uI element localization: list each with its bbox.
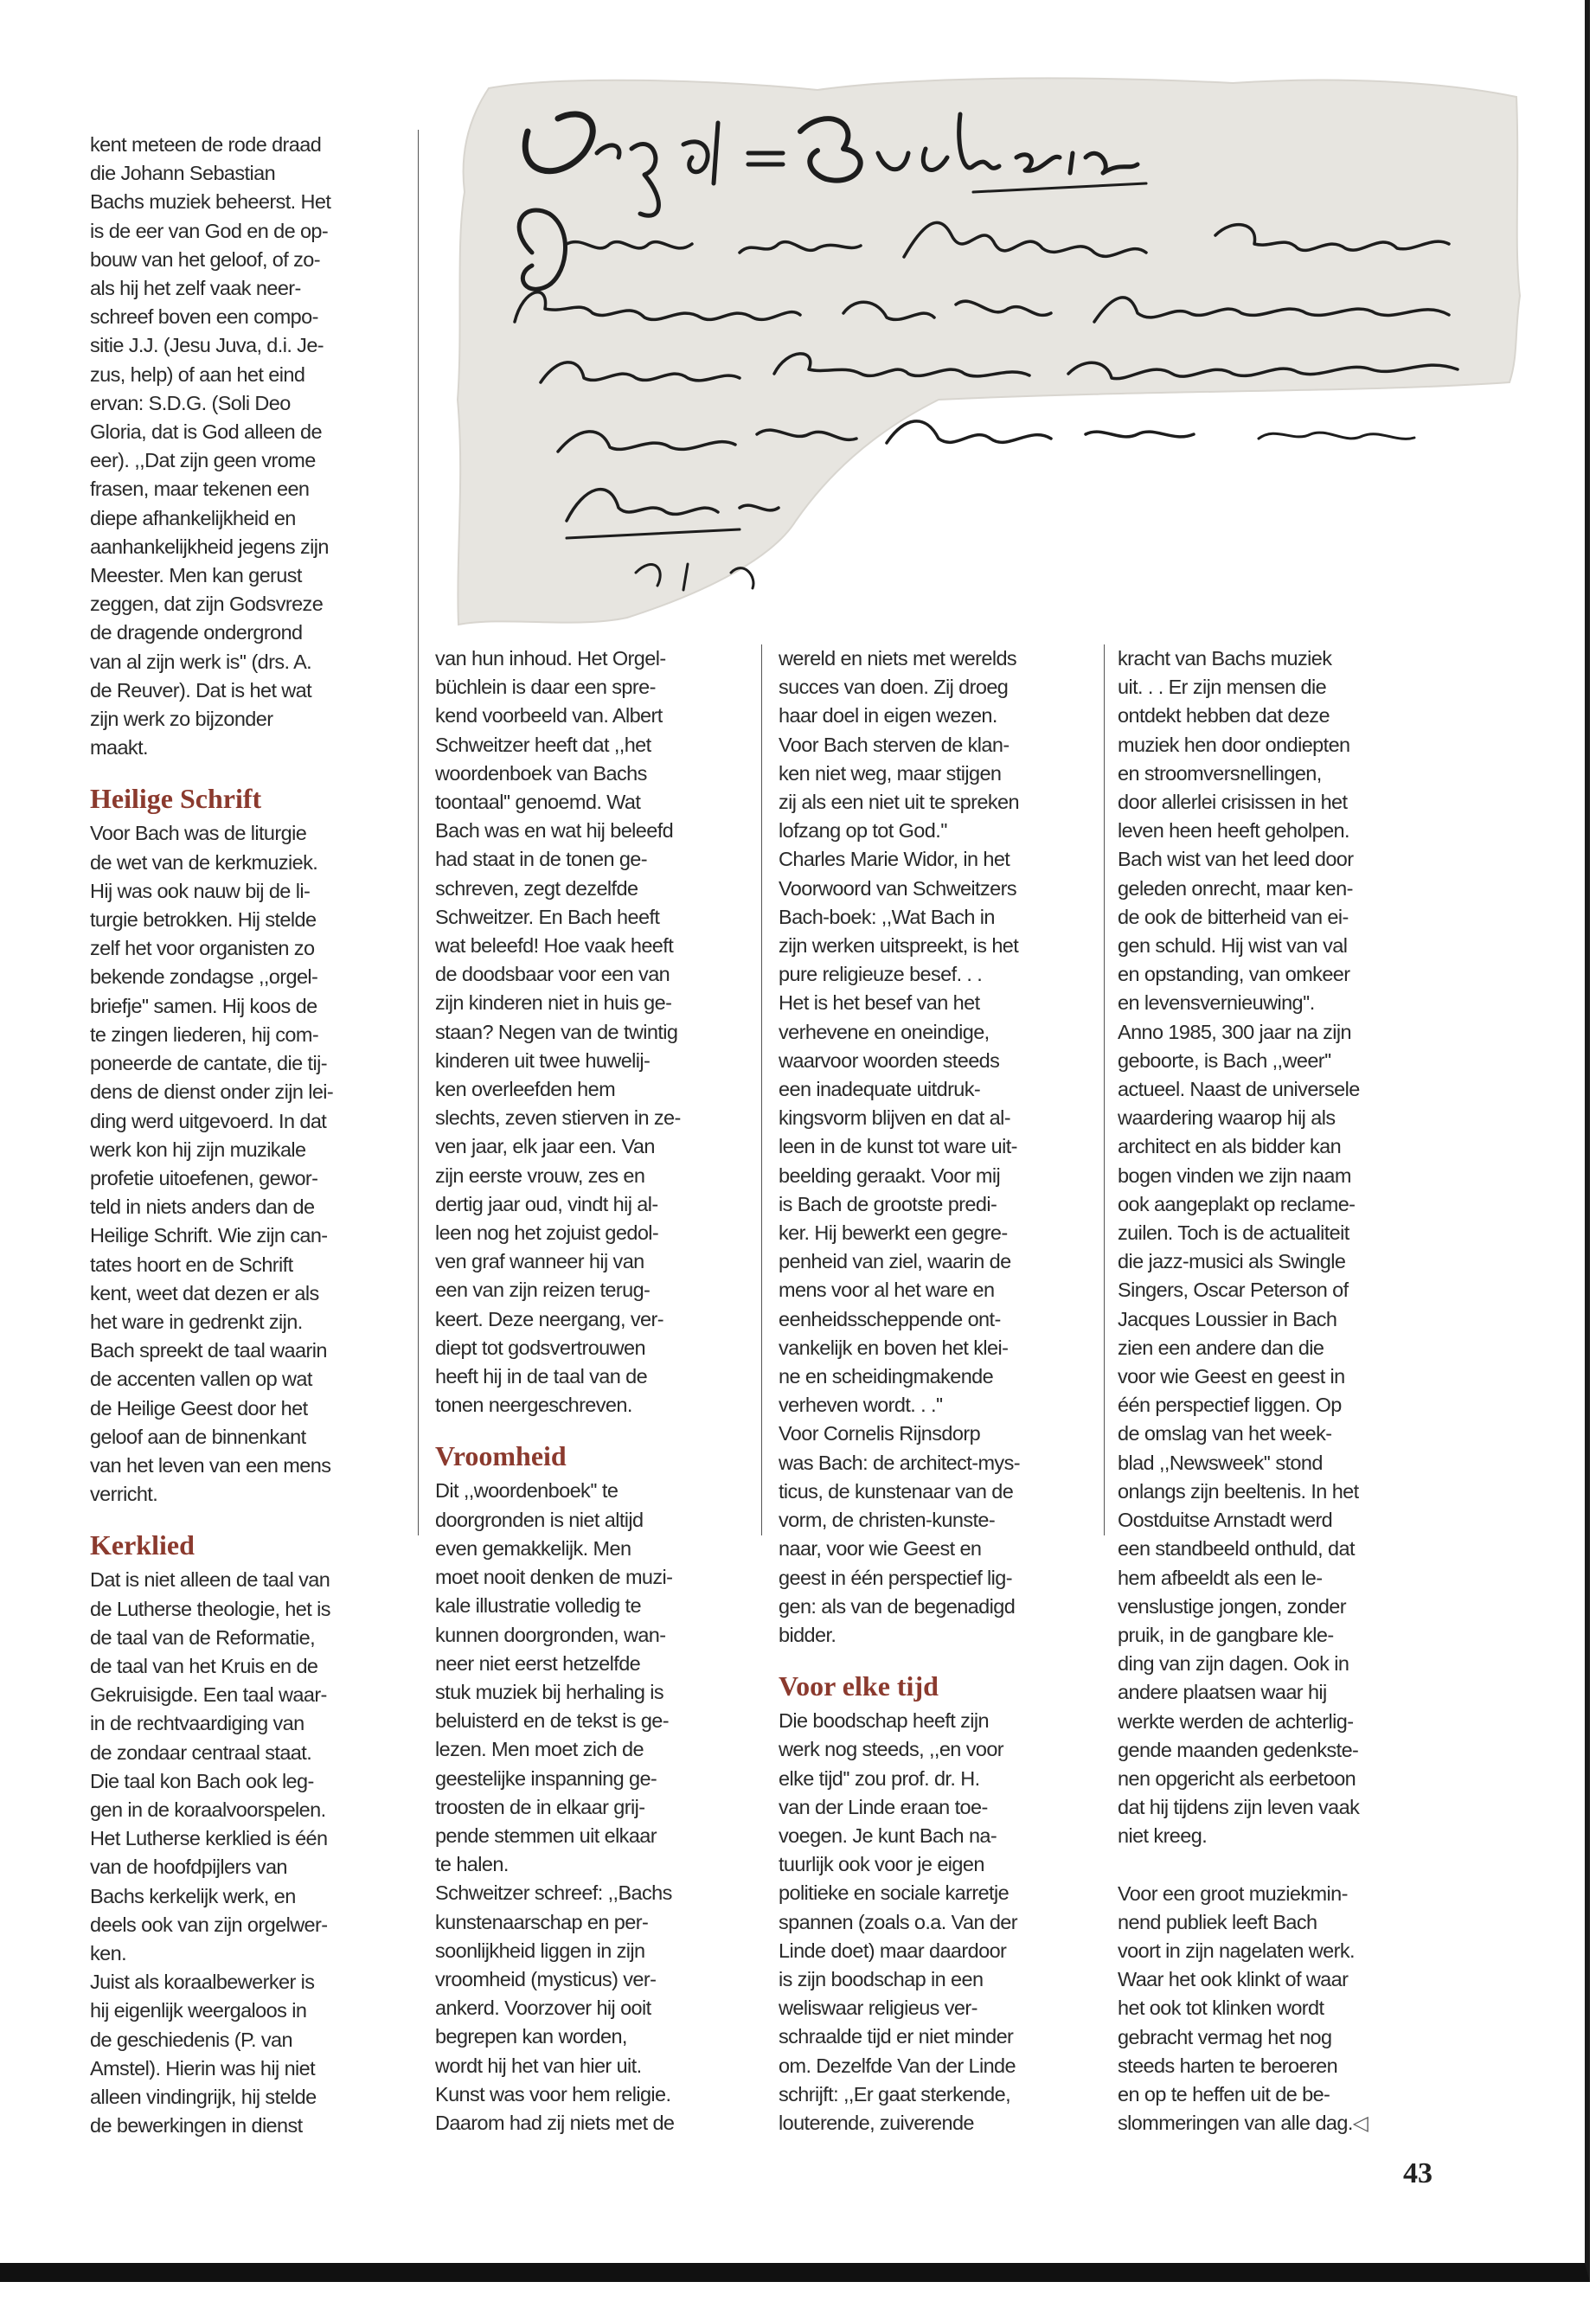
section-heading: Heilige Schrift (90, 783, 262, 815)
section-heading: Voor elke tijd (779, 1670, 939, 1702)
article-column-1 (90, 131, 398, 2140)
page-number: 43 (1403, 2157, 1433, 2189)
manuscript-image (454, 71, 1522, 633)
paragraph: Die boodschap heeft zijn werk nog steeds, ,,en voor elke tijd'' zou prof. dr. H. van der Linde eraan toe- voegen. Je kunt Bach na- tuurlijk ook voor je eigen politieke en sociale karretje spannen (zoals o.a. Van der Linde doet) maar daardoor is zijn boodschap in een weliswaar religieus ver- schraalde tijd er niet minder om. Dezelfde Van der Linde schrijft: ,,Er gaat sterkende, louterende, zuiverende (779, 1709, 1018, 2134)
section-heading: Vroomheid (435, 1440, 567, 1472)
paragraph-text: Voor een groot muziekmin- nend publiek leeft Bach voort in zijn nagelaten werk. Waar het ook klinkt of waar het ook tot klinken wordt gebracht vermag het nog steeds harten te beroeren en op te heffen uit de be- slommeringen van alle dag. (1118, 1881, 1355, 2135)
paragraph: Voor Bach was de liturgie de wet van de kerkmuziek. Hij was ook nauw bij de li- turgie betrokken. Hij stelde zelf het voor organisten zo bekende zondagse ,,orgel- briefje'' samen. Hij koos de te zingen liederen, hij com- poneerde de cantate, die tij- dens de dienst onder zijn lei- ding werd uitgevoerd. In dat werk kon hij zijn muzikale profetie uitoefenen, gewor- teld in niets anders dan de Heilige Schrift. Wie zijn can- tates hoort en de Schrift kent, weet dat dezen er als het ware in gedrenkt zijn. Bach spreekt de taal waarin de accenten vallen op wat de Heilige Geest door het geloof aan de binnenkant van het leven van een mens verricht. (90, 822, 334, 1506)
column-rule (418, 130, 419, 1535)
paragraph: kent meteen de rode draad die Johann Sebastian Bachs muziek beheerst. Het is de eer van God en de op- bouw van het geloof, of zo- als hij het zelf vaak neer- schreef boven een compo- sitie J.J. (Jesu Juva, d.i. Je- zus, help) of aan het eind ervan: S.D.G. (Soli Deo Gloria, dat is God alleen de eer). ,,Dat zijn geen vrome frasen, maar tekenen een diepe afhankelijkheid en aanhankelijkheid jegens zijn Meester. Men kan gerust zeggen, dat zijn Godsvreze de dragende ondergrond van al zijn werk is'' (drs. A. de Reuver). Dat is het wat zijn werk zo bijzonder maakt. (90, 133, 331, 760)
paragraph: kracht van Bachs muziek uit. . . Er zijn mensen die ontdekt hebben dat deze muziek hen door ondiepten en stroomversnellingen, door allerlei crisissen in het leven heen heeft geholpen. Bach wist van het leed door geleden onrecht, maar ken- de ook de bitterheid van ei- gen schuld. Hij wist van val en opstanding, van omkeer en levensvernieuwing''. Anno 1985, 300 jaar na zijn geboorte, is Bach ,,weer'' actueel. Naast de universele waardering waarop hij als architect en als bidder kan bogen vinden we zijn naam ook aangeplakt op reclame- zuilen. Toch is de actualiteit die jazz-musici als Swingle Singers, Oscar Peterson of Jacques Loussier in Bach zien een andere dan die voor wie Geest en geest in één perspectief liggen. Op de omslag van het week- blad ,,Newsweek'' stond onlangs zijn beeltenis. In het Oostduitse Arnstadt werd een standbeeld onthuld, dat hem afbeeldt als een le- venslustige jongen, zonder pruik, in de gangbare kle- ding van zijn dagen. Ook in andere plaatsen waar hij werkte werden de achterlig- gende maanden gedenkste- nen opgericht als eerbetoon dat hij tijdens zijn leven vaak niet kreeg. (1118, 647, 1360, 1848)
column-rule (761, 644, 762, 1535)
paragraph (1118, 1880, 1426, 2138)
column-rule (1104, 644, 1105, 1535)
paragraph: Dat is niet alleen de taal van de Lutherse theologie, het is de taal van de Reformatie, de taal van het Kruis en de Gekruisigde. Een taal waar- in de rechtvaardiging van de zondaar centraal staat. Die taal kon Bach ook leg- gen in de koraalvoorspelen. Het Lutherse kerklied is één van de hoofdpijlers van Bachs kerkelijk werk, en deels ook van zijn orgelwer- ken. Juist als koraalbewerker is hij eigenlijk weergaloos in de geschiedenis (P. van Amstel). Hierin was hij niet alleen vindingrijk, hij stelde de bewerkingen in dienst (90, 1568, 330, 2138)
paragraph: Dit ,,woordenboek'' te doorgronden is niet altijd even gemakkelijk. Men moet nooit denken de muzi- kale illustratie volledig te kunnen doorgronden, wan- neer niet eerst hetzelfde stuk muziek bij herhaling is beluisterd en de tekst is ge- lezen. Men moet zich de geestelijke inspanning ge- troosten de in elkaar grij- pende stemmen uit elkaar te halen. Schweitzer schreef: ,,Bachs kunstenaarschap en per- soonlijkheid liggen in zijn vroomheid (mysticus) ver- ankerd. Voorzover hij ooit begrepen kan worden, wordt hij het van hier uit. Kunst was voor hem religie. Daarom had zij niets met de (435, 1479, 675, 2134)
paragraph-spacer (1118, 1851, 1426, 1880)
article-column-2 (435, 644, 743, 2138)
paragraph: van hun inhoud. Het Orgel- büchlein is daar een spre- kend voorbeeld van. Albert Schweitzer heeft dat ,,het woordenboek van Bachs toontaal'' genoemd. Wat Bach was en wat hij beleefd had staat in de tonen ge- schreven, zegt dezelfde Schweitzer. En Bach heeft wat beleefd! Hoe vaak heeft de doodsbaar voor een van zijn kinderen niet in huis ge- staan? Negen van de twintig kinderen uit twee huwelij- ken overleefden hem slechts, zeven stierven in ze- ven jaar, elk jaar een. Van zijn eerste vrouw, zes en dertig jaar oud, vindt hij al- leen nog het zojuist gedol- ven graf wanneer hij van een van zijn reizen terug- keert. Deze neergang, ver- diept tot godsvertrouwen heeft hij in de taal van de tonen neergeschreven. (435, 647, 681, 1417)
section-heading: Kerklied (90, 1529, 195, 1561)
end-of-article-icon: ◁ (1352, 2112, 1368, 2135)
manuscript-facsimile (454, 71, 1522, 633)
article-column-4 (1118, 644, 1426, 2138)
article-column-3 (779, 644, 1086, 2138)
paragraph: wereld en niets met werelds succes van doen. Zij droeg haar doel in eigen wezen. Voor Bach sterven de klan- ken niet weg, maar stijgen zij als een niet uit te spreken lofzang op tot God.'' Charles Marie Widor, in het Voorwoord van Schweitzers Bach-boek: ,,Wat Bach in zijn werken uitspreekt, is het pure religieuze besef. . . Het is het besef van het verhevene en oneindige, waarvoor woorden steeds een inadequate uitdruk- kingsvorm blijven en dat al- leen in de kunst tot ware uit- beelding geraakt. Voor mij is Bach de grootste predi- ker. Hij bewerkt een gegre- penheid van ziel, waarin de mens voor al het ware en eenheidsscheppende ont- vankelijk en boven het klei- ne en scheidingmakende verheven wordt. . .'' Voor Cornelis Rijnsdorp was Bach: de architect-mys- ticus, de kunstenaar van de vorm, de christen-kunste- naar, voor wie Geest en geest in één perspectief lig- gen: als van de begenadigd bidder. (779, 647, 1020, 1646)
